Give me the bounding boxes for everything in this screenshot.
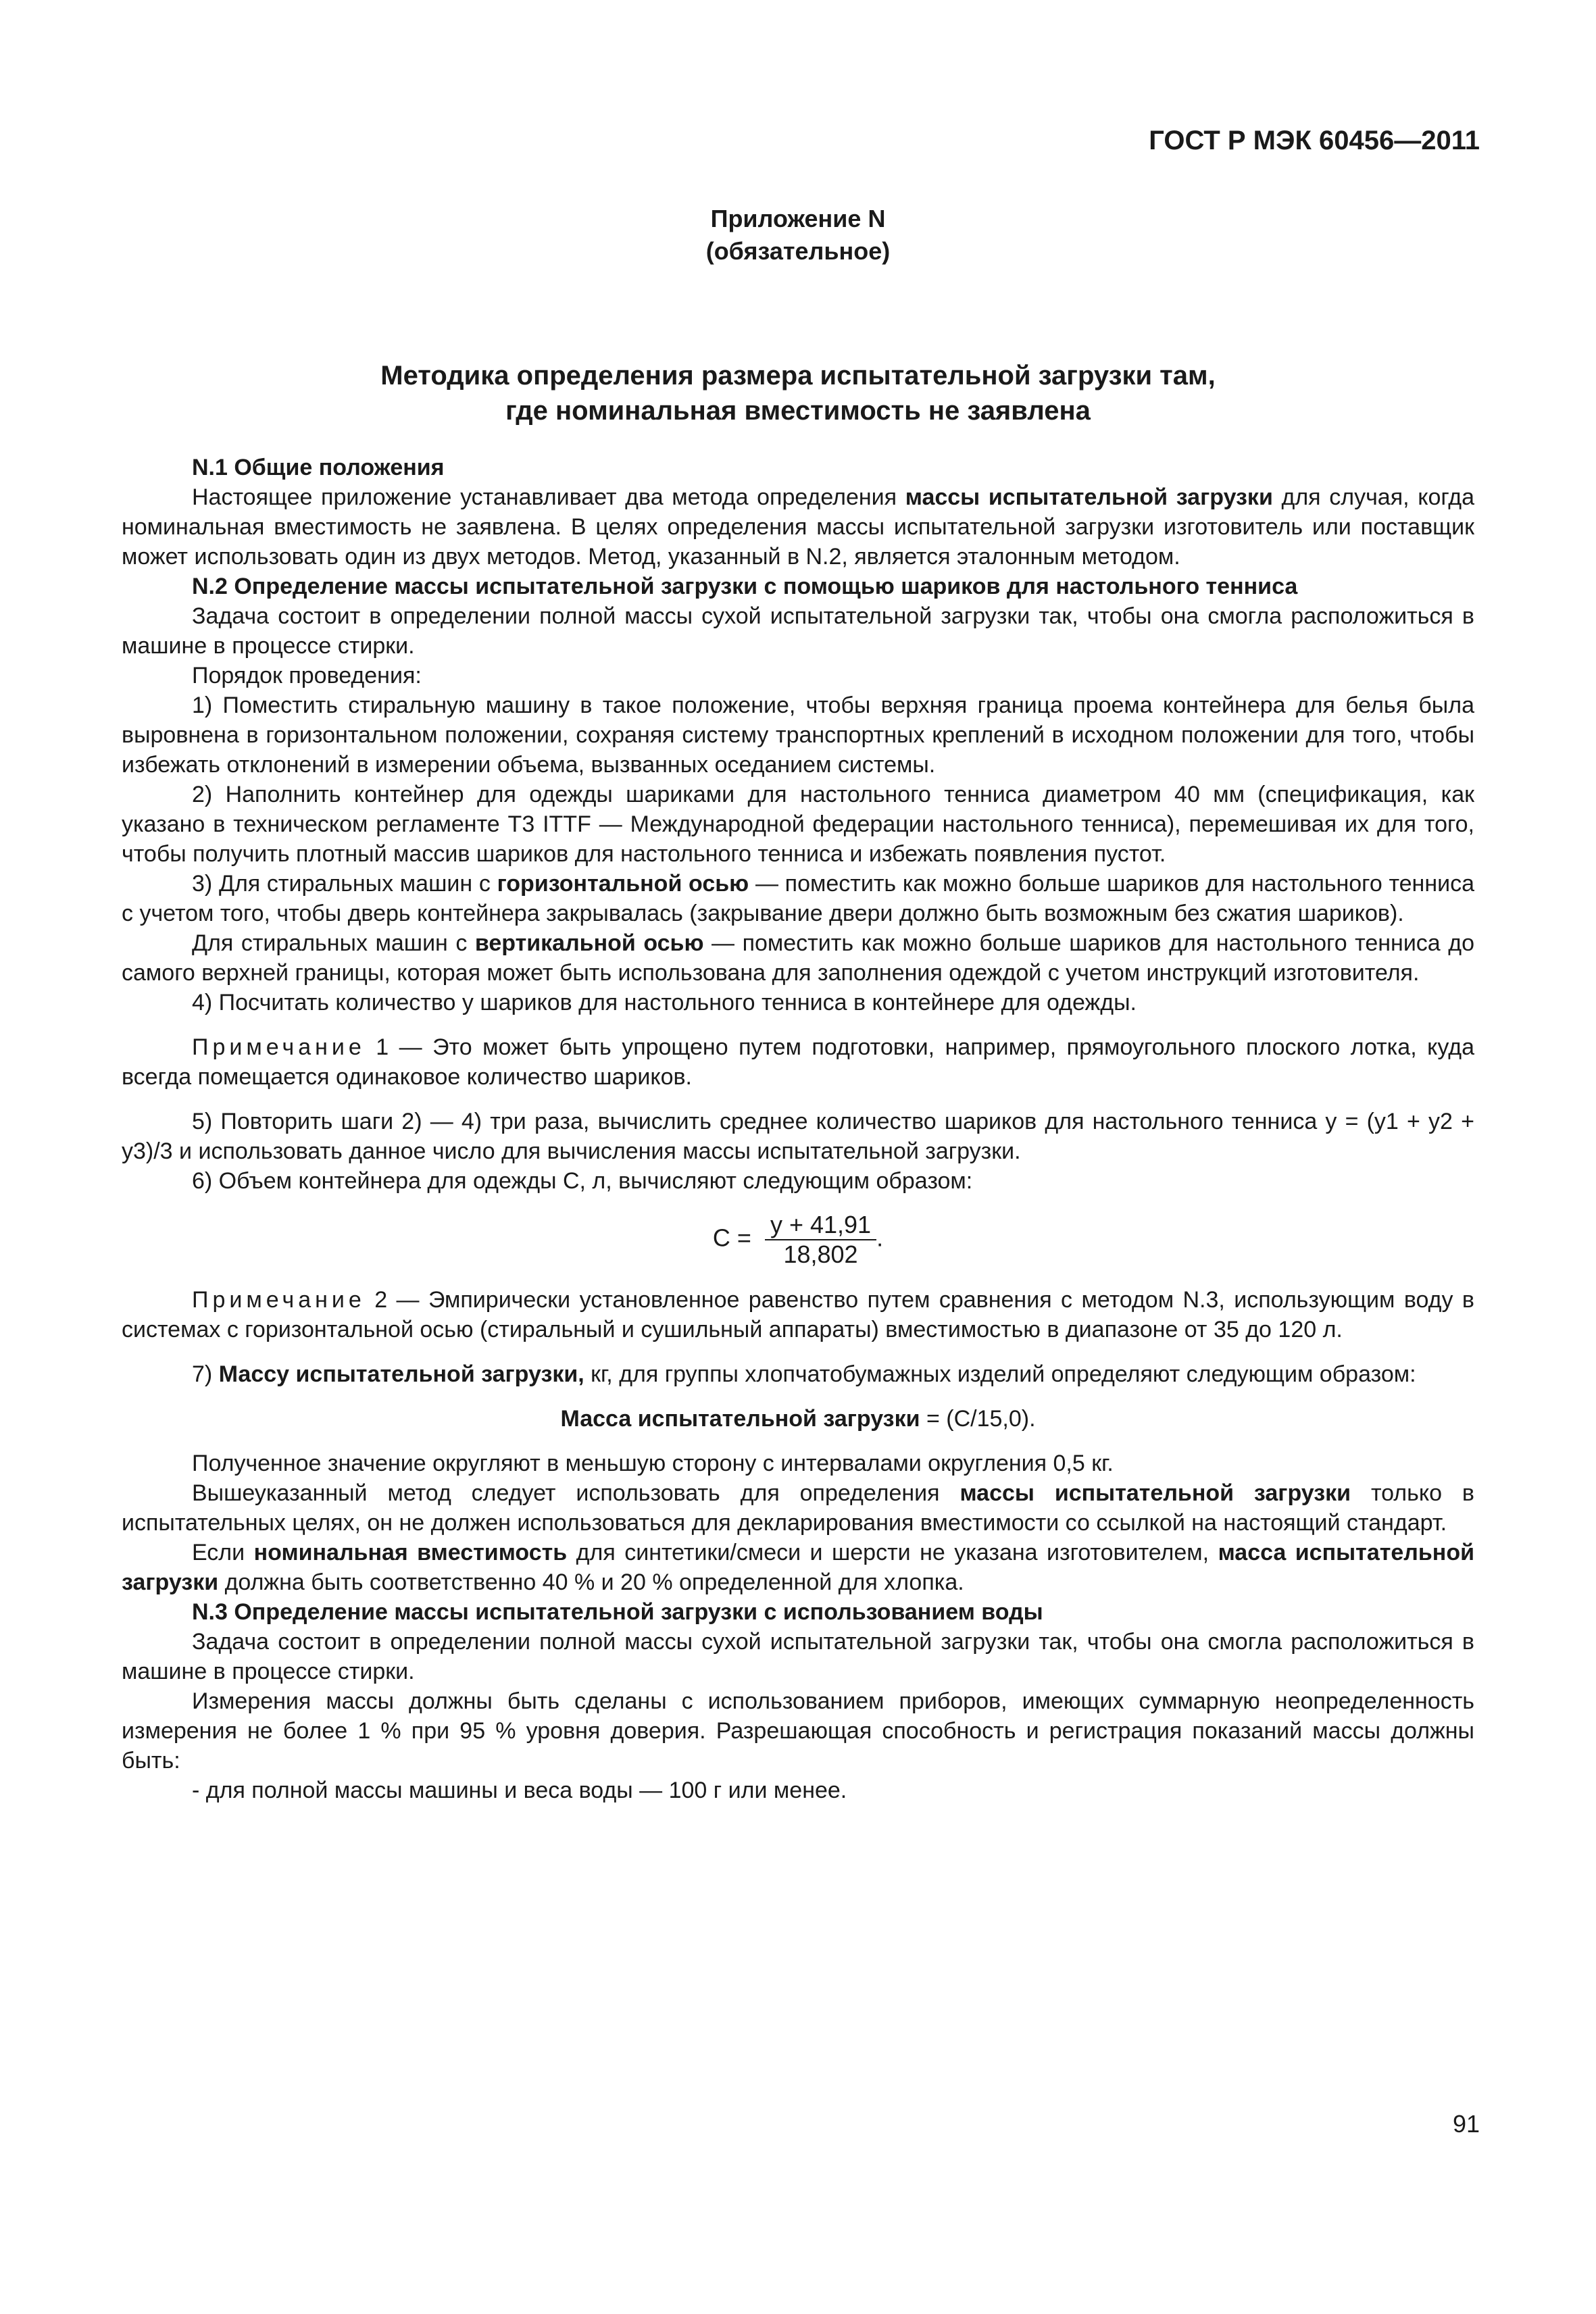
step-5: 5) Повторить шаги 2) — 4) три раза, вычислить среднее количество шариков для настольного тенниса y = (y1 + y2 + y3)/3 и использовать данное число для вычисления массы испытательной загрузки. bbox=[122, 1109, 1474, 1164]
document-body bbox=[122, 453, 1474, 1805]
document-title bbox=[122, 358, 1474, 428]
text-run: 7) bbox=[192, 1361, 219, 1387]
text-run-bold: Масса испытательной загрузки bbox=[560, 1406, 920, 1432]
paragraph-synthetics bbox=[122, 1538, 1474, 1597]
text-run: Если bbox=[192, 1540, 254, 1565]
text-run: только в испытательных целях, он не должен использоваться для декларирования вместимости со ссылкой на настоящий стандарт. bbox=[122, 1480, 1474, 1536]
text-run: — поместить как можно больше шариков для настольного тенниса до самого верхней границы, которая может быть использована для заполнения одеждой с учетом инструкций изготовителя. bbox=[122, 930, 1475, 986]
note-label: Примечание bbox=[192, 1287, 366, 1313]
text-run: для синтетики/смеси и шерсти не указана изготовителем, bbox=[567, 1540, 1218, 1565]
appendix-status: (обязательное) bbox=[705, 237, 891, 265]
paragraph-n3-measurements: Измерения массы должны быть сделаны с использованием приборов, имеющих суммарную неопределенность измерения не более 1 % при 95 % уровня доверия. Разрешающая способность и регистрация показаний массы должны быть: bbox=[122, 1688, 1474, 1774]
formula-lhs: C = bbox=[712, 1224, 751, 1252]
paragraph-method-use bbox=[122, 1478, 1474, 1538]
step-2: 2) Наполнить контейнер для одежды шариками для настольного тенниса диаметром 40 мм (спецификация, как указано в техническом регламенте Т3 ITTF — Международной федерации настольного тенниса), перемешивая их для того, чтобы получить плотный массив шариков для настольного тенниса и избежать появления пустот. bbox=[122, 782, 1474, 867]
paragraph-n2-order: Порядок проведения: bbox=[192, 663, 422, 688]
text-run: = (C/15,0). bbox=[920, 1406, 1036, 1432]
step-6: 6) Объем контейнера для одежды C, л, вычисляют следующим образом: bbox=[192, 1168, 973, 1194]
title-line-1: Методика определения размера испытательной загрузки там, bbox=[380, 361, 1216, 391]
text-run-bold: горизонтальной осью bbox=[497, 871, 749, 897]
text-run: 2 — Эмпирически установленное равенство путем сравнения с методом N.3, использующим воду в системах с горизонтальной осью (стиральный и сушильный аппараты) вместимостью в диапазоне от 35 до 120 л. bbox=[122, 1287, 1474, 1342]
section-heading-n1: N.1 Общие положения bbox=[192, 455, 445, 480]
text-run-bold: массы испытательной загрузки bbox=[905, 484, 1273, 510]
text-run-bold: масса испытательной загрузки bbox=[122, 1540, 1474, 1595]
formula-denominator: 18,802 bbox=[783, 1240, 858, 1268]
note-label: Примечание bbox=[192, 1034, 366, 1060]
standard-designation: ГОСТ Р МЭК 60456—2011 bbox=[1149, 126, 1480, 155]
formula-numerator: y + 41,91 bbox=[765, 1211, 876, 1240]
text-run-bold: вертикальной осью bbox=[474, 930, 704, 956]
text-run: 3) Для стиральных машин с bbox=[192, 871, 497, 897]
section-heading-n2: N.2 Определение массы испытательной загрузки с помощью шариков для настольного тенниса bbox=[192, 574, 1298, 599]
step-7 bbox=[122, 1359, 1474, 1389]
text-run: Настоящее приложение устанавливает два метода определения bbox=[192, 484, 905, 510]
step-3-vertical bbox=[122, 928, 1474, 988]
step-4: 4) Посчитать количество y шариков для настольного тенниса в контейнере для одежды. bbox=[192, 990, 1137, 1015]
title-line-2: где номинальная вместимость не заявлена bbox=[505, 396, 1091, 426]
mass-formula bbox=[122, 1404, 1474, 1434]
list-item: - для полной массы машины и веса воды — 100 г или менее. bbox=[192, 1778, 847, 1803]
text-run: 1 — Это может быть упрощено путем подготовки, например, прямоугольного плоского лотка, куда всегда помещается одинаковое количество шариков. bbox=[122, 1034, 1474, 1090]
text-run-bold: номинальная вместимость bbox=[253, 1540, 568, 1565]
text-run: Для стиральных машин с bbox=[192, 930, 475, 956]
paragraph-n3-task: Задача состоит в определении полной массы сухой испытательной загрузки так, чтобы она смогла расположиться в машине в процессе стирки. bbox=[122, 1629, 1474, 1684]
step-1: 1) Поместить стиральную машину в такое положение, чтобы верхняя граница проема контейнера для белья была выровнена в горизонтальном положении, сохраняя систему транспортных креплений в исходном положении для того, чтобы избежать отклонений в измерении объема, вызванных оседанием системы. bbox=[122, 693, 1474, 778]
text-run: Вышеуказанный метод следует использовать для определения bbox=[192, 1480, 960, 1506]
text-run: кг, для группы хлопчатобумажных изделий определяют следующим образом: bbox=[584, 1361, 1416, 1387]
page-number: 91 bbox=[1452, 2110, 1480, 2138]
formula-fraction bbox=[765, 1211, 876, 1269]
paragraph-n1-scope bbox=[122, 482, 1474, 572]
text-run: — поместить как можно больше шариков для настольного тенниса с учетом того, чтобы дверь контейнера закрывалась (закрывание двери должно быть возможным без сжатия шариков). bbox=[122, 871, 1475, 926]
note-2 bbox=[122, 1285, 1474, 1344]
paragraph-rounding: Полученное значение округляют в меньшую сторону с интервалами округления 0,5 кг. bbox=[192, 1451, 1114, 1476]
formula-end: . bbox=[876, 1224, 884, 1252]
section-heading-n3: N.3 Определение массы испытательной загрузки с использованием воды bbox=[192, 1599, 1043, 1625]
text-run: должна быть соответственно 40 % и 20 % определенной для хлопка. bbox=[218, 1569, 964, 1595]
paragraph-n2-task: Задача состоит в определении полной массы сухой испытательной загрузки так, чтобы она смогла расположиться в машине в процессе стирки. bbox=[122, 603, 1474, 659]
text-run-bold: Массу испытательной загрузки, bbox=[218, 1361, 584, 1387]
appendix-heading bbox=[122, 203, 1474, 268]
text-run-bold: массы испытательной загрузки bbox=[959, 1480, 1351, 1506]
appendix-label: Приложение N bbox=[710, 205, 886, 232]
text-run: для случая, когда номинальная вместимость не заявлена. В целях определения массы испытательной загрузки изготовитель или поставщик может использовать один из двух методов. Метод, указанный в N.2, является эталонным методом. bbox=[122, 484, 1474, 570]
volume-formula bbox=[122, 1211, 1474, 1269]
step-3 bbox=[122, 869, 1474, 928]
note-1 bbox=[122, 1032, 1474, 1092]
